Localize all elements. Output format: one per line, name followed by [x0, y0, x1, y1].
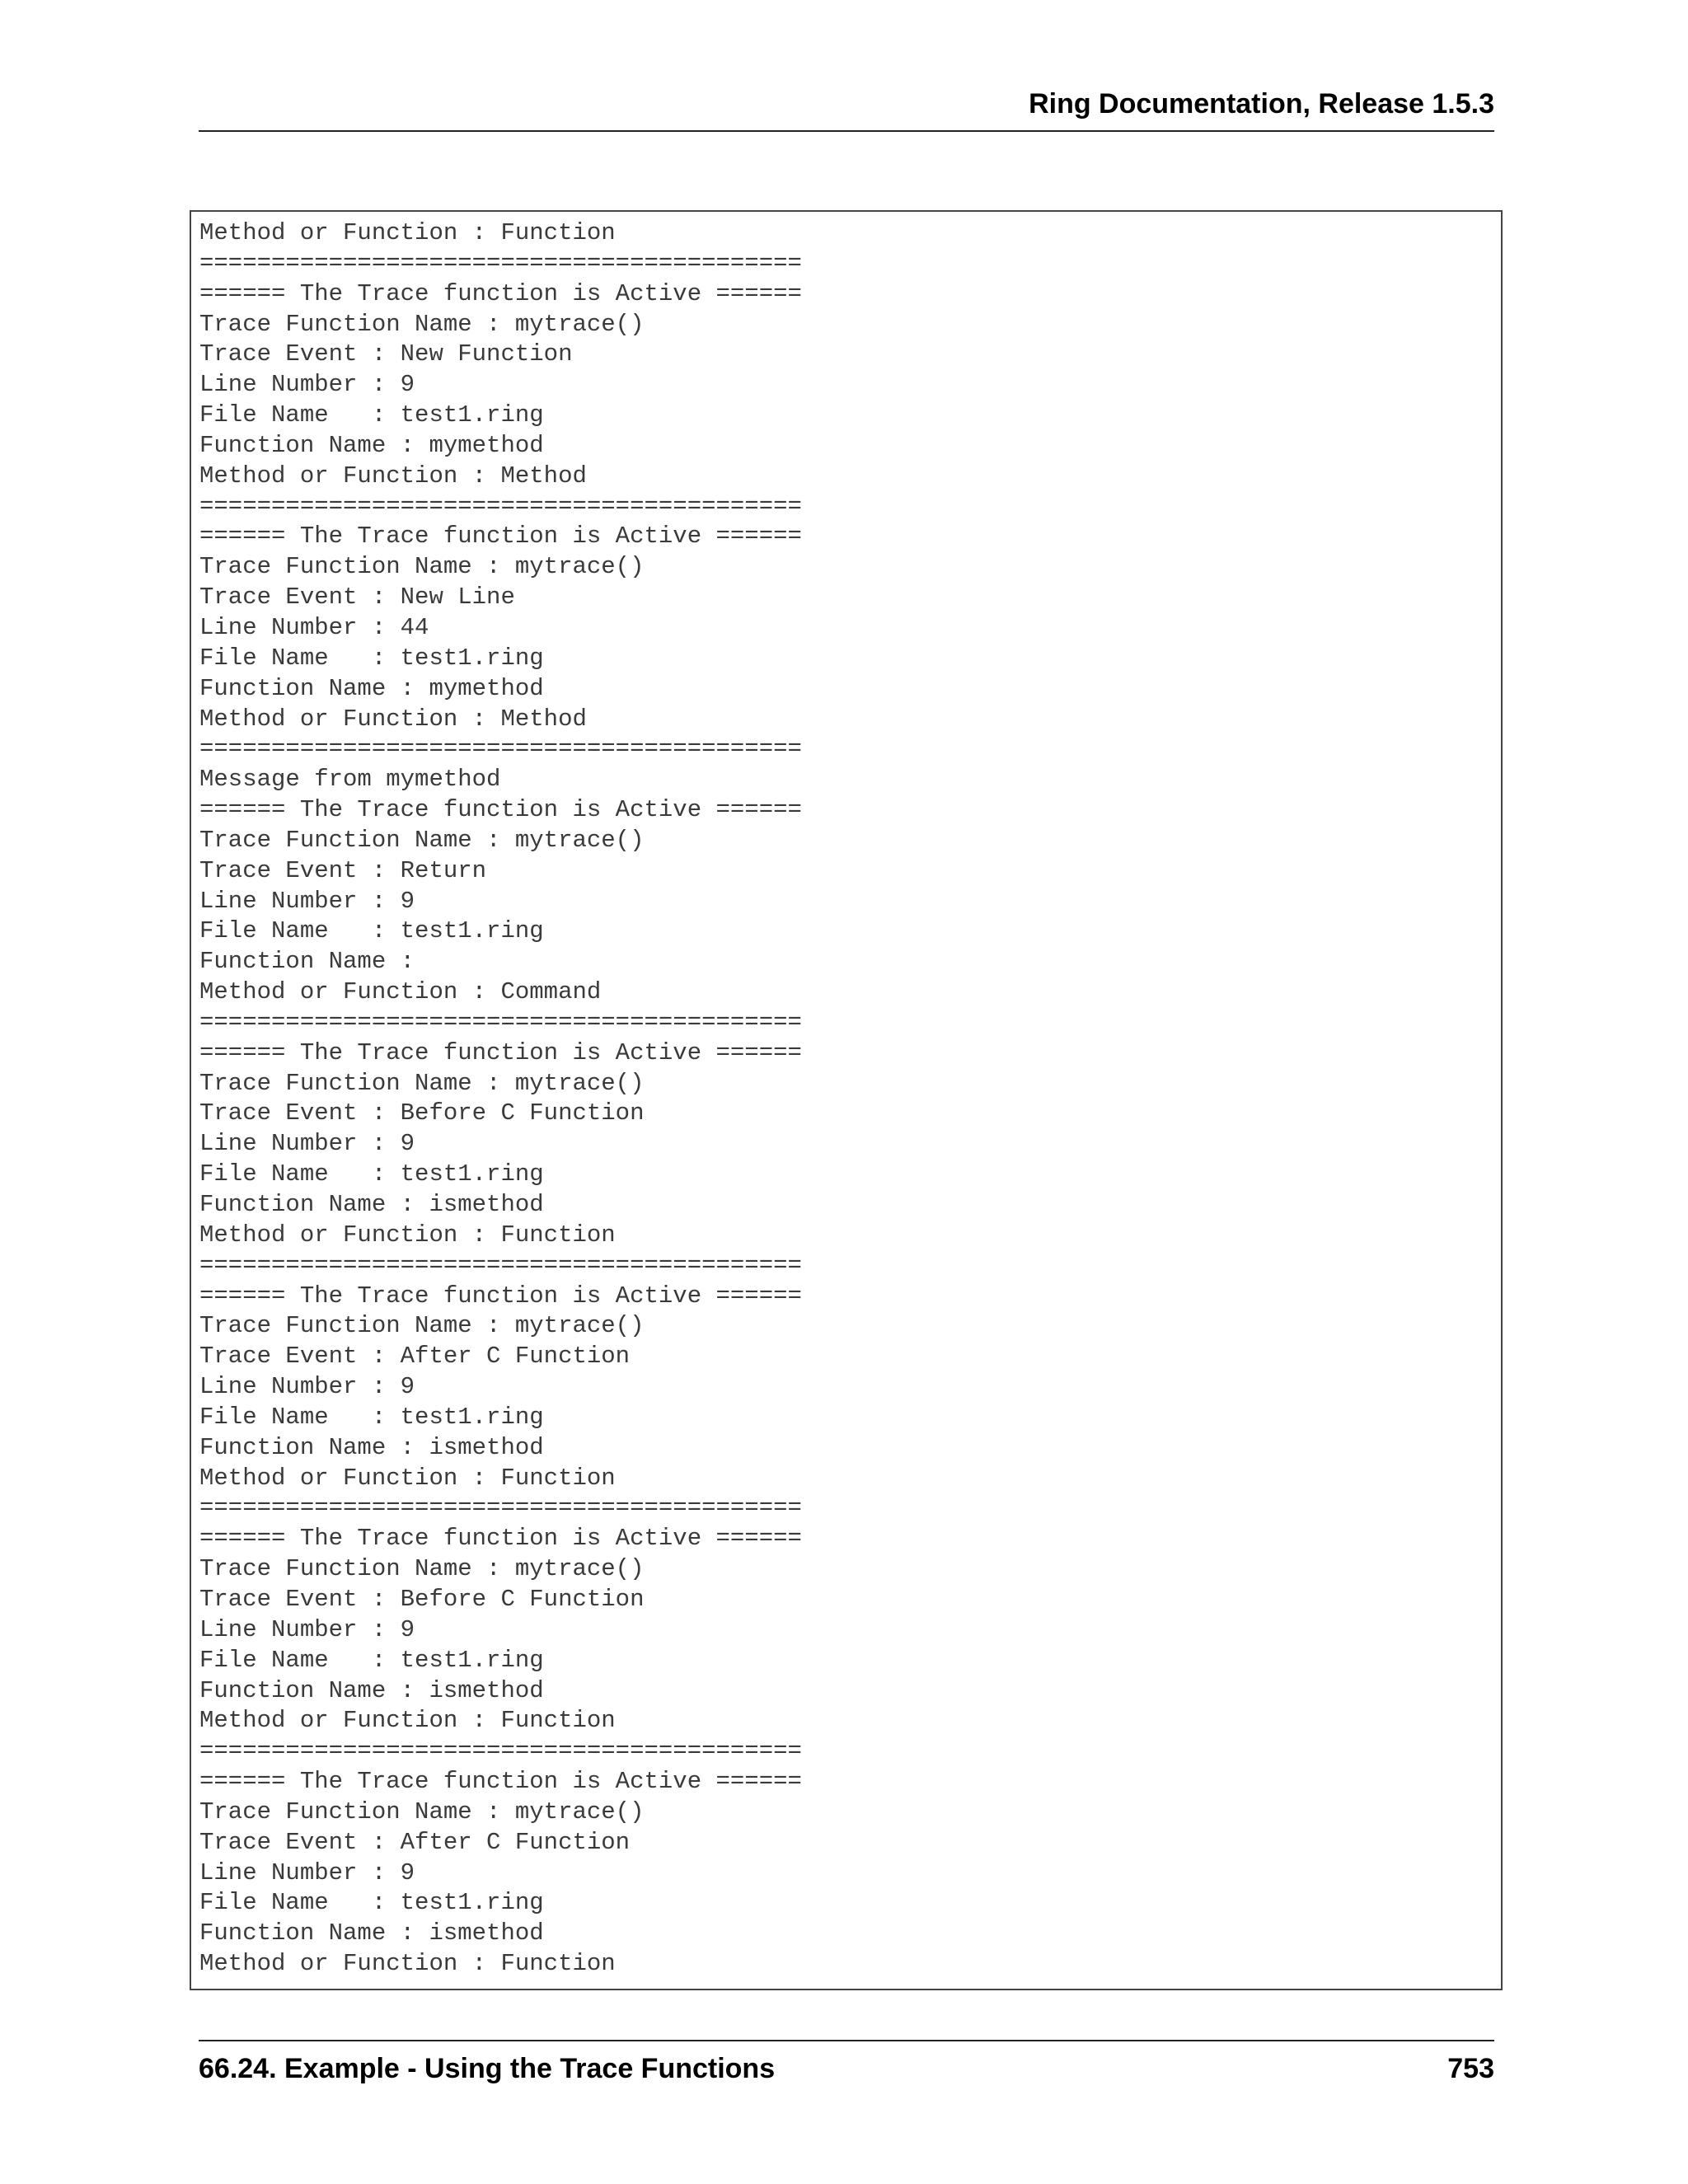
code-line: Trace Function Name : mytrace()	[199, 1312, 645, 1340]
code-line: ====== The Trace function is Active ======	[199, 279, 802, 307]
code-line: Method or Function : Method	[199, 705, 587, 733]
code-line: Trace Function Name : mytrace()	[199, 1069, 645, 1097]
code-line: ==========================================	[199, 735, 802, 763]
page-header	[199, 89, 1494, 132]
page-footer	[199, 2040, 1494, 2093]
code-line: Trace Event : After C Function	[199, 1828, 631, 1856]
code-lines	[199, 212, 1501, 1980]
code-line: Function Name : mymethod	[199, 674, 544, 702]
code-line: ====== The Trace function is Active ======	[199, 1282, 802, 1310]
code-line: Method or Function : Method	[199, 462, 587, 490]
code-line: ====== The Trace function is Active ======	[199, 1768, 802, 1796]
code-line: Function Name :	[199, 948, 415, 976]
code-line: File Name : test1.ring	[199, 917, 544, 945]
code-line: File Name : test1.ring	[199, 1160, 544, 1188]
section-title: 66.24. Example - Using the Trace Functions	[199, 2053, 776, 2084]
code-line: ==========================================	[199, 249, 802, 277]
code-line: Trace Event : Before C Function	[199, 1099, 645, 1127]
page-number: 753	[1447, 2053, 1494, 2084]
document-title: Ring Documentation, Release 1.5.3	[1029, 88, 1494, 120]
code-line: File Name : test1.ring	[199, 1646, 544, 1674]
code-line: ==========================================	[199, 1737, 802, 1765]
code-line: Line Number : 9	[199, 887, 415, 915]
code-line: Function Name : ismethod	[199, 1433, 544, 1461]
code-line: Method or Function : Function	[199, 1221, 616, 1249]
code-line: Trace Event : Before C Function	[199, 1585, 645, 1613]
code-line: File Name : test1.ring	[199, 1889, 544, 1917]
code-line: Trace Event : New Line	[199, 583, 515, 612]
code-block	[190, 210, 1503, 1990]
code-line: ==========================================	[199, 1008, 802, 1036]
code-line: Line Number : 9	[199, 1615, 415, 1643]
code-line: Method or Function : Function	[199, 219, 616, 246]
code-line: Method or Function : Function	[199, 1950, 616, 1978]
code-line: File Name : test1.ring	[199, 644, 544, 672]
code-line: ====== The Trace function is Active ======	[199, 523, 802, 551]
code-line: Method or Function : Command	[199, 978, 602, 1006]
code-line: Line Number : 9	[199, 371, 415, 399]
code-line: Line Number : 9	[199, 1373, 415, 1401]
code-line: Trace Function Name : mytrace()	[199, 1555, 645, 1583]
code-line: ====== The Trace function is Active ======	[199, 796, 802, 824]
code-line: Function Name : ismethod	[199, 1191, 544, 1218]
code-line: ==========================================	[199, 492, 802, 520]
code-line: Message from mymethod	[199, 766, 501, 794]
code-line: Function Name : mymethod	[199, 431, 544, 459]
code-line: Trace Function Name : mytrace()	[199, 553, 645, 581]
code-line: Line Number : 44	[199, 613, 429, 641]
code-line: ====== The Trace function is Active ======	[199, 1525, 802, 1553]
code-line: Method or Function : Function	[199, 1464, 616, 1492]
code-line: ====== The Trace function is Active ======	[199, 1038, 802, 1066]
code-line: Trace Event : New Function	[199, 340, 573, 368]
code-line: ==========================================	[199, 1251, 802, 1279]
code-line: ==========================================	[199, 1494, 802, 1522]
code-line: Trace Event : Return	[199, 856, 487, 884]
code-line: File Name : test1.ring	[199, 1403, 544, 1431]
code-line: Trace Event : After C Function	[199, 1343, 631, 1371]
code-line: Line Number : 9	[199, 1130, 415, 1158]
code-line: Function Name : ismethod	[199, 1919, 544, 1947]
code-line: File Name : test1.ring	[199, 401, 544, 429]
code-line: Method or Function : Function	[199, 1707, 616, 1735]
code-line: Line Number : 9	[199, 1858, 415, 1886]
code-line: Trace Function Name : mytrace()	[199, 1797, 645, 1825]
code-line: Function Name : ismethod	[199, 1676, 544, 1704]
code-line: Trace Function Name : mytrace()	[199, 310, 645, 338]
code-line: Trace Function Name : mytrace()	[199, 826, 645, 854]
